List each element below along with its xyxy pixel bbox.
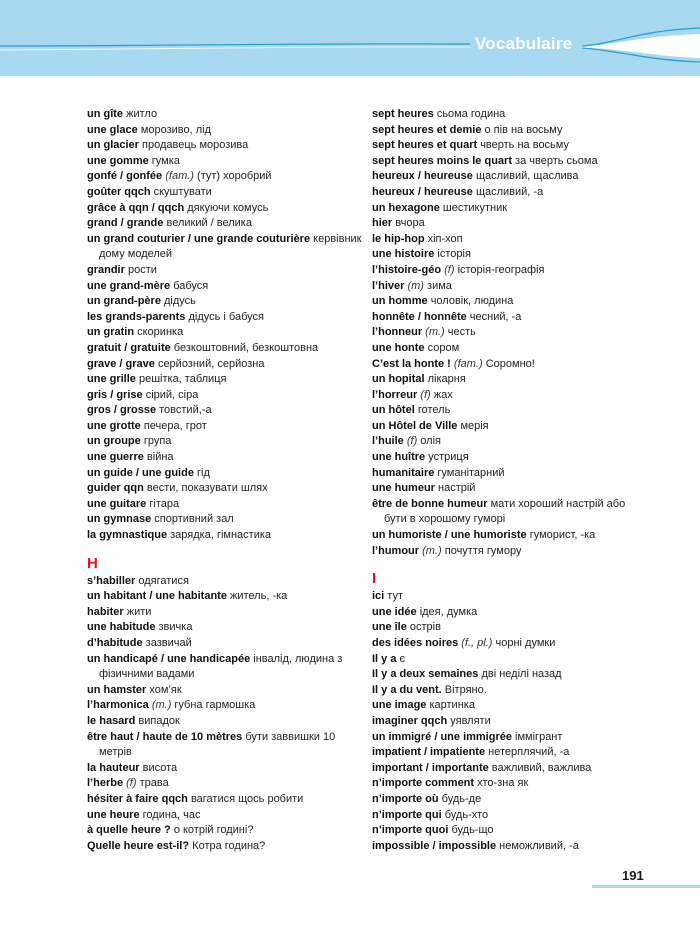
vocabulary-entry: [372, 434, 647, 450]
vocabulary-entry: [372, 839, 647, 855]
vocabulary-entry: [372, 636, 647, 652]
french-term: gris / grise: [87, 388, 143, 401]
page-title: Vocabulaire: [475, 34, 573, 53]
french-term: important / importante: [372, 761, 489, 774]
grammar-note: (f): [126, 777, 137, 790]
vocabulary-entry: [372, 216, 647, 232]
ukrainian-translation: висота: [142, 761, 178, 774]
french-term: un gratin: [87, 326, 135, 339]
left-vocabulary-column: [87, 107, 362, 854]
ukrainian-translation: трава: [139, 777, 169, 790]
french-term: une histoire: [372, 248, 435, 261]
vocabulary-entry: [87, 620, 362, 636]
ukrainian-translation: дві неділі назад: [481, 668, 562, 681]
vocabulary-entry: [372, 201, 647, 217]
ukrainian-translation: скуштувати: [153, 185, 212, 198]
ukrainian-translation: морозиво, лід: [140, 123, 212, 136]
vocabulary-entry: [372, 792, 647, 808]
vocabulary-entry: [372, 730, 647, 746]
vocabulary-entry: [372, 263, 647, 279]
ukrainian-translation: ідея, думка: [419, 605, 478, 618]
ukrainian-translation: сьома година: [436, 108, 506, 120]
french-term: grâce à qqn / qqch: [87, 201, 185, 214]
ukrainian-translation: зарядка, гімнастика: [170, 529, 272, 542]
ukrainian-translation: нетерплячий, -а: [488, 746, 570, 759]
vocabulary-entry: [372, 761, 647, 777]
french-term: goûter qqch: [87, 185, 151, 198]
vocabulary-entry: [87, 107, 362, 123]
french-term: une humeur: [372, 482, 435, 495]
ukrainian-translation: безкоштовний, безкоштовна: [173, 341, 319, 354]
french-term: l’honneur: [372, 326, 423, 339]
ukrainian-translation: гітара: [149, 497, 180, 510]
ukrainian-translation: одягатися: [138, 574, 189, 587]
vocabulary-entry: [87, 839, 362, 855]
grammar-note: (m): [407, 279, 424, 292]
ukrainian-translation: честь: [447, 326, 476, 339]
vocabulary-entry: [87, 263, 362, 279]
french-term: la hauteur: [87, 761, 140, 774]
french-term: un homme: [372, 295, 428, 308]
vocabulary-entry: [87, 683, 362, 699]
vocabulary-entry: [87, 279, 362, 295]
french-term: grandir: [87, 263, 125, 276]
ukrainian-translation: хто-зна як: [477, 777, 529, 790]
vocabulary-entry: [372, 232, 647, 248]
vocabulary-entry: [87, 776, 362, 792]
ukrainian-translation: готель: [417, 404, 451, 417]
vocabulary-entry: [372, 154, 647, 170]
grammar-note: (m.): [151, 699, 172, 712]
ukrainian-translation: сором: [427, 341, 460, 354]
french-term: guider qqn: [87, 482, 144, 495]
ukrainian-translation: війна: [146, 451, 174, 464]
ukrainian-translation: почуття гумору: [444, 544, 522, 557]
french-term: l’harmonica: [87, 699, 149, 712]
vocabulary-entry: [87, 512, 362, 528]
french-term: C’est la honte !: [372, 357, 451, 370]
header-band: [0, 0, 700, 76]
french-term: s’habiller: [87, 574, 136, 587]
ukrainian-translation: вчора: [395, 217, 425, 230]
vocabulary-entry: [87, 481, 362, 497]
ukrainian-translation: Соромно!: [485, 357, 535, 370]
page-number: 191: [622, 868, 644, 883]
vocabulary-entry: [372, 247, 647, 263]
vocabulary-entry: [372, 357, 647, 373]
french-term: n’importe comment: [372, 777, 475, 790]
ukrainian-translation: житель, -ка: [230, 590, 288, 603]
ukrainian-translation: чоловік, людина: [430, 295, 514, 308]
ukrainian-translation: випадок: [138, 714, 180, 727]
vocabulary-entry: [372, 698, 647, 714]
ukrainian-translation: серйозний, серйозна: [157, 357, 265, 370]
vocabulary-entry: [87, 497, 362, 513]
ukrainian-translation: бабуся: [173, 279, 209, 292]
ukrainian-translation: дідусь: [164, 295, 196, 308]
vocabulary-entry: [87, 823, 362, 839]
french-term: hier: [372, 217, 393, 230]
ukrainian-translation: дякуючи комусь: [187, 201, 269, 214]
vocabulary-entry: [372, 403, 647, 419]
french-term: humanitaire: [372, 466, 435, 479]
ukrainian-translation: острів: [409, 621, 441, 634]
vocabulary-entry: [372, 372, 647, 388]
french-term: Il y a: [372, 652, 397, 665]
french-term: un immigré / une immigrée: [372, 730, 512, 743]
french-term: honnête / honnête: [372, 310, 467, 323]
vocabulary-entry: [372, 169, 647, 185]
section-letter: H: [87, 554, 98, 572]
ukrainian-translation: продавець морозива: [142, 139, 249, 152]
vocabulary-entry: [87, 574, 362, 590]
grammar-note: (m.): [422, 544, 442, 557]
french-term: n’importe où: [372, 792, 439, 805]
french-term: les grands-parents: [87, 310, 186, 323]
french-term: un grand-père: [87, 295, 161, 308]
ukrainian-translation: щасливий, -а: [475, 185, 544, 198]
french-term: une idée: [372, 605, 417, 618]
vocabulary-entry: [87, 605, 362, 621]
french-term: le hip-hop: [372, 232, 425, 245]
ukrainian-translation: жити: [126, 605, 152, 618]
ukrainian-translation: шестикутник: [442, 201, 508, 214]
french-term: Quelle heure est-il?: [87, 839, 190, 852]
ukrainian-translation: Вітряно.: [444, 683, 487, 696]
ukrainian-translation: щасливий, щаслива: [475, 170, 579, 183]
ukrainian-translation: устриця: [428, 451, 469, 464]
french-term: l’histoire-géo: [372, 263, 442, 276]
ukrainian-translation: інвалід, людина з фізичними вадами: [99, 652, 343, 681]
vocabulary-entry: [87, 123, 362, 139]
vocabulary-entry: [372, 341, 647, 357]
ukrainian-translation: хом’як: [149, 683, 182, 696]
vocabulary-entry: [372, 652, 647, 668]
vocabulary-entry: [87, 589, 362, 605]
ukrainian-translation: картинка: [429, 699, 475, 712]
french-term: imaginer qqch: [372, 714, 448, 727]
french-term: une habitude: [87, 621, 156, 634]
ukrainian-translation: лікарня: [427, 373, 466, 386]
ukrainian-translation: будь-що: [451, 824, 494, 837]
french-term: une heure: [87, 808, 140, 821]
french-term: habiter: [87, 605, 124, 618]
vocabulary-entry: [372, 294, 647, 310]
ukrainian-translation: зима: [427, 279, 452, 292]
vocabulary-entry: [87, 730, 362, 761]
ukrainian-translation: (тут) хоробрий: [197, 170, 272, 183]
ukrainian-translation: настрій: [438, 482, 476, 495]
vocabulary-entry: [87, 201, 362, 217]
ukrainian-translation: вагатися щось робити: [190, 792, 304, 805]
ukrainian-translation: о пів на восьму: [484, 123, 563, 136]
ukrainian-translation: жах: [433, 388, 453, 401]
vocabulary-entry: [87, 714, 362, 730]
french-term: être haut / haute de 10 mètres: [87, 730, 243, 743]
ukrainian-translation: печера, грот: [143, 419, 207, 432]
french-term: un humoriste / une humoriste: [372, 529, 527, 542]
french-term: Il y a deux semaines: [372, 668, 479, 681]
vocabulary-entry: [372, 823, 647, 839]
ukrainian-translation: іммігрант: [515, 730, 563, 743]
ukrainian-translation: година, час: [142, 808, 201, 821]
french-term: sept heures et quart: [372, 139, 478, 152]
vocabulary-entry: [372, 325, 647, 341]
ukrainian-translation: зазвичай: [145, 637, 192, 649]
french-term: une île: [372, 621, 407, 634]
french-term: le hasard: [87, 714, 136, 727]
ukrainian-translation: чорні думки: [495, 637, 556, 649]
vocabulary-entry: [87, 698, 362, 714]
vocabulary-entry: [87, 808, 362, 824]
french-term: un groupe: [87, 435, 141, 448]
french-term: l’hiver: [372, 279, 405, 292]
french-term: impossible / impossible: [372, 839, 497, 852]
french-term: n’importe qui: [372, 808, 442, 821]
vocabulary-entry: [372, 808, 647, 824]
section-letter: I: [372, 570, 377, 588]
vocabulary-entry: [87, 466, 362, 482]
header-wave-line-icon: [0, 0, 700, 76]
vocabulary-entry: [372, 123, 647, 139]
french-term: Il y a du vent.: [372, 683, 442, 696]
french-term: gratuit / gratuite: [87, 341, 171, 354]
french-term: un Hôtel de Ville: [372, 419, 458, 432]
ukrainian-translation: кервівник дому моделей: [99, 232, 362, 261]
ukrainian-translation: хіп-хоп: [427, 232, 463, 245]
french-term: un handicapé / une handicapée: [87, 652, 251, 665]
vocabulary-entry: [87, 138, 362, 154]
ukrainian-translation: житло: [126, 108, 158, 120]
ukrainian-translation: решітка, таблиця: [138, 373, 227, 386]
ukrainian-translation: сірий, сіра: [145, 388, 199, 401]
vocabulary-entry: [87, 357, 362, 373]
vocabulary-entry: [87, 325, 362, 341]
vocabulary-entry: [87, 294, 362, 310]
french-term: un habitant / une habitante: [87, 590, 227, 603]
vocabulary-entry: [372, 388, 647, 404]
vocabulary-entry: [87, 636, 362, 652]
vocabulary-entry: [87, 450, 362, 466]
ukrainian-translation: є: [399, 652, 406, 665]
vocabulary-entry: [87, 185, 362, 201]
ukrainian-translation: гід: [197, 466, 210, 479]
ukrainian-translation: о котрій годині?: [173, 824, 254, 837]
french-term: une image: [372, 699, 427, 712]
french-term: ici: [372, 590, 385, 603]
vocabulary-entry: [87, 388, 362, 404]
french-term: heureux / heureuse: [372, 170, 473, 183]
vocabulary-entry: [372, 745, 647, 761]
french-term: une guitare: [87, 497, 147, 510]
french-term: sept heures: [372, 108, 434, 120]
vocabulary-entry: [372, 620, 647, 636]
ukrainian-translation: спортивний зал: [154, 513, 234, 526]
vocabulary-entry: [87, 232, 362, 263]
vocabulary-entry: [372, 279, 647, 295]
french-term: l’huile: [372, 435, 404, 448]
french-term: un hôtel: [372, 404, 415, 417]
french-term: un hopital: [372, 373, 425, 386]
french-term: une grille: [87, 373, 136, 386]
french-term: un gîte: [87, 108, 124, 120]
french-term: des idées noires: [372, 637, 459, 649]
french-term: une huître: [372, 451, 426, 464]
ukrainian-translation: мати хороший настрій або бути в хорошому гуморі: [384, 497, 626, 526]
vocabulary-entry: [372, 667, 647, 683]
ukrainian-translation: вести, показувати шлях: [146, 482, 268, 495]
french-term: un guide / une guide: [87, 466, 194, 479]
vocabulary-entry: [372, 419, 647, 435]
ukrainian-translation: рости: [127, 263, 157, 276]
ukrainian-translation: неможливий, -а: [499, 839, 579, 852]
vocabulary-entry: [372, 481, 647, 497]
vocabulary-entry: [372, 450, 647, 466]
ukrainian-translation: чесний, -а: [469, 310, 522, 323]
grammar-note: (f): [444, 263, 455, 276]
french-term: gros / grosse: [87, 404, 157, 417]
grammar-note: (f): [420, 388, 431, 401]
grammar-note: (m.): [425, 326, 445, 339]
ukrainian-translation: важливий, важлива: [491, 761, 592, 774]
page-number-bar: [592, 885, 700, 888]
grammar-note: (fam.): [453, 357, 483, 370]
grammar-note: (fam.): [165, 170, 194, 183]
vocabulary-entry: [87, 372, 362, 388]
vocabulary-entry: [87, 341, 362, 357]
ukrainian-translation: уявляти: [450, 714, 491, 727]
ukrainian-translation: історія: [437, 248, 471, 261]
french-term: sept heures et demie: [372, 123, 482, 136]
french-term: grand / grande: [87, 217, 164, 230]
ukrainian-translation: губна гармошка: [174, 699, 256, 712]
french-term: un gymnase: [87, 513, 152, 526]
ukrainian-translation: дідусь і бабуся: [188, 310, 264, 323]
french-term: la gymnastique: [87, 529, 168, 542]
french-term: l’humour: [372, 544, 420, 557]
french-term: heureux / heureuse: [372, 185, 473, 198]
vocabulary-entry: [87, 761, 362, 777]
vocabulary-entry: [87, 434, 362, 450]
french-term: un grand couturier / une grande couturière: [87, 232, 311, 245]
ukrainian-translation: великий / велика: [166, 217, 252, 230]
grammar-note: (f., pl.): [461, 637, 493, 649]
ukrainian-translation: мерія: [460, 419, 489, 432]
french-term: d’habitude: [87, 637, 143, 649]
ukrainian-translation: історія-географія: [457, 263, 545, 276]
vocabulary-entry: [87, 652, 362, 683]
ukrainian-translation: бути заввишки 10 метрів: [99, 730, 336, 759]
french-term: n’importe quoi: [372, 824, 449, 837]
vocabulary-entry: [372, 107, 647, 123]
french-term: impatient / impatiente: [372, 746, 486, 759]
ukrainian-translation: скоринка: [137, 326, 184, 339]
vocabulary-entry: [372, 528, 647, 544]
vocabulary-entry: [372, 310, 647, 326]
vocabulary-entry: [372, 544, 647, 560]
french-term: une honte: [372, 341, 425, 354]
vocabulary-entry: [372, 185, 647, 201]
french-term: être de bonne humeur: [372, 497, 488, 510]
ukrainian-translation: товстий,-а: [159, 404, 212, 417]
vocabulary-entry: [372, 776, 647, 792]
french-term: une guerre: [87, 451, 144, 464]
vocabulary-entry: [87, 528, 362, 544]
vocabulary-entry: [87, 154, 362, 170]
vocabulary-entry: [87, 419, 362, 435]
french-term: un hexagone: [372, 201, 440, 214]
french-term: l’herbe: [87, 777, 124, 790]
ukrainian-translation: будь-де: [441, 792, 482, 805]
vocabulary-entry: [87, 216, 362, 232]
grammar-note: (f): [406, 435, 418, 448]
right-vocabulary-column: [372, 107, 647, 854]
french-term: une grand-mère: [87, 279, 171, 292]
ukrainian-translation: гуморист, -ка: [529, 529, 596, 542]
french-term: un glacier: [87, 139, 139, 152]
ukrainian-translation: Котра година?: [192, 839, 266, 852]
vocabulary-entry: [87, 792, 362, 808]
vocabulary-entry: [87, 169, 362, 185]
french-term: une grotte: [87, 419, 141, 432]
vocabulary-entry: [372, 605, 647, 621]
vocabulary-entry: [372, 714, 647, 730]
ukrainian-translation: звичка: [158, 621, 193, 634]
vocabulary-entry: [372, 466, 647, 482]
ukrainian-translation: чверть на восьму: [480, 139, 569, 152]
french-term: sept heures moins le quart: [372, 154, 512, 167]
french-term: une gomme: [87, 154, 149, 167]
ukrainian-translation: тут: [387, 590, 403, 603]
vocabulary-entry: [87, 310, 362, 326]
french-term: l’horreur: [372, 388, 418, 401]
french-term: gonfé / gonfée: [87, 170, 163, 183]
vocabulary-entry: [372, 138, 647, 154]
french-term: à quelle heure ?: [87, 824, 171, 837]
french-term: un hamster: [87, 683, 147, 696]
vocabulary-entry: [372, 589, 647, 605]
french-term: hésiter à faire qqch: [87, 792, 188, 805]
ukrainian-translation: олія: [420, 435, 441, 448]
vocabulary-entry: [87, 403, 362, 419]
french-term: une glace: [87, 123, 138, 136]
ukrainian-translation: група: [143, 435, 172, 448]
ukrainian-translation: гумка: [151, 154, 180, 167]
vocabulary-entry: [372, 683, 647, 699]
vocabulary-entry: [372, 497, 647, 528]
french-term: grave / grave: [87, 357, 155, 370]
ukrainian-translation: будь-хто: [444, 808, 489, 821]
ukrainian-translation: гуманітарний: [437, 466, 505, 479]
ukrainian-translation: за чверть сьома: [515, 154, 598, 167]
